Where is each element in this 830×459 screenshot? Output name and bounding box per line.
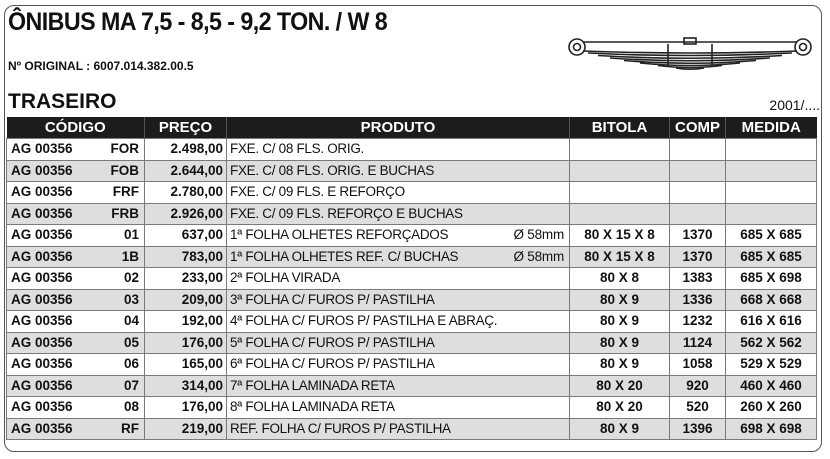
product-description: 3ª FOLHA C/ FUROS P/ PASTILHA — [230, 291, 435, 307]
product-description: 2ª FOLHA VIRADA — [230, 270, 341, 286]
part-code: AG 00356 — [11, 291, 73, 307]
comp-cell: 1396 — [670, 418, 726, 440]
product-cell — [227, 139, 570, 161]
product-cell — [227, 268, 570, 290]
part-suffix: 04 — [123, 313, 139, 328]
part-code: AG 00356 — [11, 270, 73, 285]
product-description: 1ª FOLHA OLHETES REF. C/ BUCHAS — [230, 248, 459, 264]
product-description: FXE. C/ 09 FLS. REFORÇO E BUCHAS — [230, 205, 463, 221]
eye-diameter: Ø 58mm — [513, 227, 564, 242]
price-cell: 165,00 — [145, 354, 227, 376]
product-description: FXE. C/ 08 FLS. ORIG. — [230, 141, 364, 157]
price-cell: 2.780,00 — [145, 182, 227, 204]
product-description: FXE. C/ 08 FLS. ORIG. E BUCHAS — [230, 162, 435, 178]
product-cell — [227, 160, 570, 182]
table-row — [7, 397, 817, 419]
comp-cell: 1232 — [670, 311, 726, 333]
comp-cell: 1370 — [670, 246, 726, 268]
bitola-cell — [570, 203, 670, 225]
part-suffix: 05 — [123, 334, 139, 350]
part-code: AG 00356 — [11, 248, 73, 264]
medida-cell: 685 X 685 — [726, 246, 817, 268]
comp-cell: 1336 — [670, 289, 726, 311]
bitola-cell: 80 X 15 X 8 — [570, 225, 670, 247]
comp-cell — [670, 160, 726, 182]
bitola-cell: 80 X 15 X 8 — [570, 246, 670, 268]
bitola-cell — [570, 182, 670, 204]
medida-cell: 685 X 685 — [726, 225, 817, 247]
product-description: 6ª FOLHA C/ FUROS P/ PASTILHA — [230, 356, 435, 372]
medida-cell — [726, 139, 817, 161]
product-description: 7ª FOLHA LAMINADA RETA — [230, 377, 395, 393]
product-cell — [227, 354, 570, 376]
bitola-cell: 80 X 9 — [570, 332, 670, 354]
bitola-cell: 80 X 9 — [570, 354, 670, 376]
comp-cell: 520 — [670, 397, 726, 419]
price-cell: 783,00 — [145, 246, 227, 268]
column-header-code: CÓDIGO — [7, 117, 145, 139]
product-description: FXE. C/ 09 FLS. E REFORÇO — [230, 184, 405, 200]
part-code-cell — [7, 139, 145, 161]
price-cell: 233,00 — [145, 268, 227, 290]
price-cell: 314,00 — [145, 375, 227, 397]
product-description: 1ª FOLHA OLHETES REFORÇADOS — [230, 227, 449, 243]
bitola-cell — [570, 160, 670, 182]
product-cell — [227, 418, 570, 440]
part-code: AG 00356 — [11, 377, 73, 393]
product-description: 8ª FOLHA LAMINADA RETA — [230, 399, 395, 415]
comp-cell — [670, 203, 726, 225]
part-code-cell — [7, 268, 145, 290]
comp-cell — [670, 139, 726, 161]
product-cell — [227, 289, 570, 311]
table-row — [7, 311, 817, 333]
bitola-cell: 80 X 9 — [570, 418, 670, 440]
price-cell: 176,00 — [145, 332, 227, 354]
table-row — [7, 268, 817, 290]
part-suffix: 06 — [123, 356, 139, 371]
part-suffix: 07 — [123, 377, 139, 393]
part-code: AG 00356 — [11, 184, 73, 199]
product-description: 5ª FOLHA C/ FUROS P/ PASTILHA — [230, 334, 435, 350]
eye-diameter: Ø 58mm — [513, 248, 564, 264]
price-cell: 2.926,00 — [145, 203, 227, 225]
price-cell: 176,00 — [145, 397, 227, 419]
medida-cell: 562 X 562 — [726, 332, 817, 354]
price-cell: 192,00 — [145, 311, 227, 333]
price-cell: 2.498,00 — [145, 139, 227, 161]
bitola-cell: 80 X 20 — [570, 375, 670, 397]
medida-cell: 529 X 529 — [726, 354, 817, 376]
part-code-cell — [7, 332, 145, 354]
price-cell: 219,00 — [145, 418, 227, 440]
page-title: ÔNIBUS MA 7,5 - 8,5 - 9,2 TON. / W 8 — [8, 8, 388, 36]
original-part-number: Nº ORIGINAL : 6007.014.382.00.5 — [8, 59, 194, 73]
column-header-product: PRODUTO — [227, 117, 570, 139]
medida-cell: 685 X 698 — [726, 268, 817, 290]
comp-cell: 920 — [670, 375, 726, 397]
table-row — [7, 332, 817, 354]
part-suffix: FOR — [110, 141, 139, 156]
medida-cell: 668 X 668 — [726, 289, 817, 311]
part-suffix: 1B — [121, 248, 139, 264]
part-code: AG 00356 — [11, 356, 73, 371]
table-row — [7, 139, 817, 161]
parts-table — [6, 117, 817, 440]
product-cell — [227, 203, 570, 225]
part-code-cell — [7, 203, 145, 225]
section-title: TRASEIRO — [8, 90, 117, 113]
table-row — [7, 160, 817, 182]
medida-cell — [726, 182, 817, 204]
part-code-cell — [7, 311, 145, 333]
medida-cell — [726, 203, 817, 225]
table-row — [7, 354, 817, 376]
table-header-row — [7, 117, 817, 139]
price-cell: 209,00 — [145, 289, 227, 311]
column-header-bitola: BITOLA — [570, 117, 670, 139]
part-code: AG 00356 — [11, 141, 73, 156]
part-suffix: RF — [121, 420, 139, 436]
column-header-price: PREÇO — [145, 117, 227, 139]
part-suffix: 02 — [123, 270, 139, 285]
part-code: AG 00356 — [11, 420, 73, 436]
part-code: AG 00356 — [11, 334, 73, 350]
part-suffix: 01 — [123, 227, 139, 242]
column-header-comp: COMP — [670, 117, 726, 139]
table-row — [7, 182, 817, 204]
price-cell: 2.644,00 — [145, 160, 227, 182]
column-header-medida: MEDIDA — [726, 117, 817, 139]
table-row — [7, 289, 817, 311]
comp-cell — [670, 182, 726, 204]
part-code-cell — [7, 418, 145, 440]
part-suffix: 08 — [123, 399, 139, 414]
table-row — [7, 225, 817, 247]
part-code-cell — [7, 246, 145, 268]
part-code-cell — [7, 289, 145, 311]
part-code-cell — [7, 354, 145, 376]
comp-cell: 1058 — [670, 354, 726, 376]
product-description: 4ª FOLHA C/ FUROS P/ PASTILHA E ABRAÇ. — [230, 313, 498, 329]
bitola-cell: 80 X 8 — [570, 268, 670, 290]
product-cell — [227, 397, 570, 419]
product-description: REF. FOLHA C/ FUROS P/ PASTILHA — [230, 420, 451, 436]
part-code-cell — [7, 375, 145, 397]
bitola-cell: 80 X 20 — [570, 397, 670, 419]
table-row — [7, 203, 817, 225]
product-cell — [227, 332, 570, 354]
year-range: 2001/.... — [769, 97, 820, 113]
part-code-cell — [7, 397, 145, 419]
comp-cell: 1124 — [670, 332, 726, 354]
medida-cell: 616 X 616 — [726, 311, 817, 333]
part-suffix: FOB — [110, 162, 139, 178]
bitola-cell: 80 X 9 — [570, 289, 670, 311]
part-code-cell — [7, 225, 145, 247]
product-cell — [227, 246, 570, 268]
medida-cell — [726, 160, 817, 182]
part-code-cell — [7, 160, 145, 182]
product-cell — [227, 311, 570, 333]
table-row — [7, 418, 817, 440]
part-code: AG 00356 — [11, 227, 73, 242]
leaf-spring-icon — [564, 30, 816, 74]
part-code: AG 00356 — [11, 162, 73, 178]
product-cell — [227, 225, 570, 247]
part-suffix: FRF — [112, 184, 139, 199]
comp-cell: 1370 — [670, 225, 726, 247]
table-row — [7, 246, 817, 268]
product-cell — [227, 375, 570, 397]
bitola-cell — [570, 139, 670, 161]
part-code: AG 00356 — [11, 205, 73, 221]
comp-cell: 1383 — [670, 268, 726, 290]
medida-cell: 698 X 698 — [726, 418, 817, 440]
medida-cell: 460 X 460 — [726, 375, 817, 397]
part-suffix: FRB — [111, 205, 139, 221]
medida-cell: 260 X 260 — [726, 397, 817, 419]
part-code-cell — [7, 182, 145, 204]
part-code: AG 00356 — [11, 399, 73, 414]
product-cell — [227, 182, 570, 204]
bitola-cell: 80 X 9 — [570, 311, 670, 333]
table-row — [7, 375, 817, 397]
part-suffix: 03 — [123, 291, 139, 307]
price-cell: 637,00 — [145, 225, 227, 247]
part-code: AG 00356 — [11, 313, 73, 328]
